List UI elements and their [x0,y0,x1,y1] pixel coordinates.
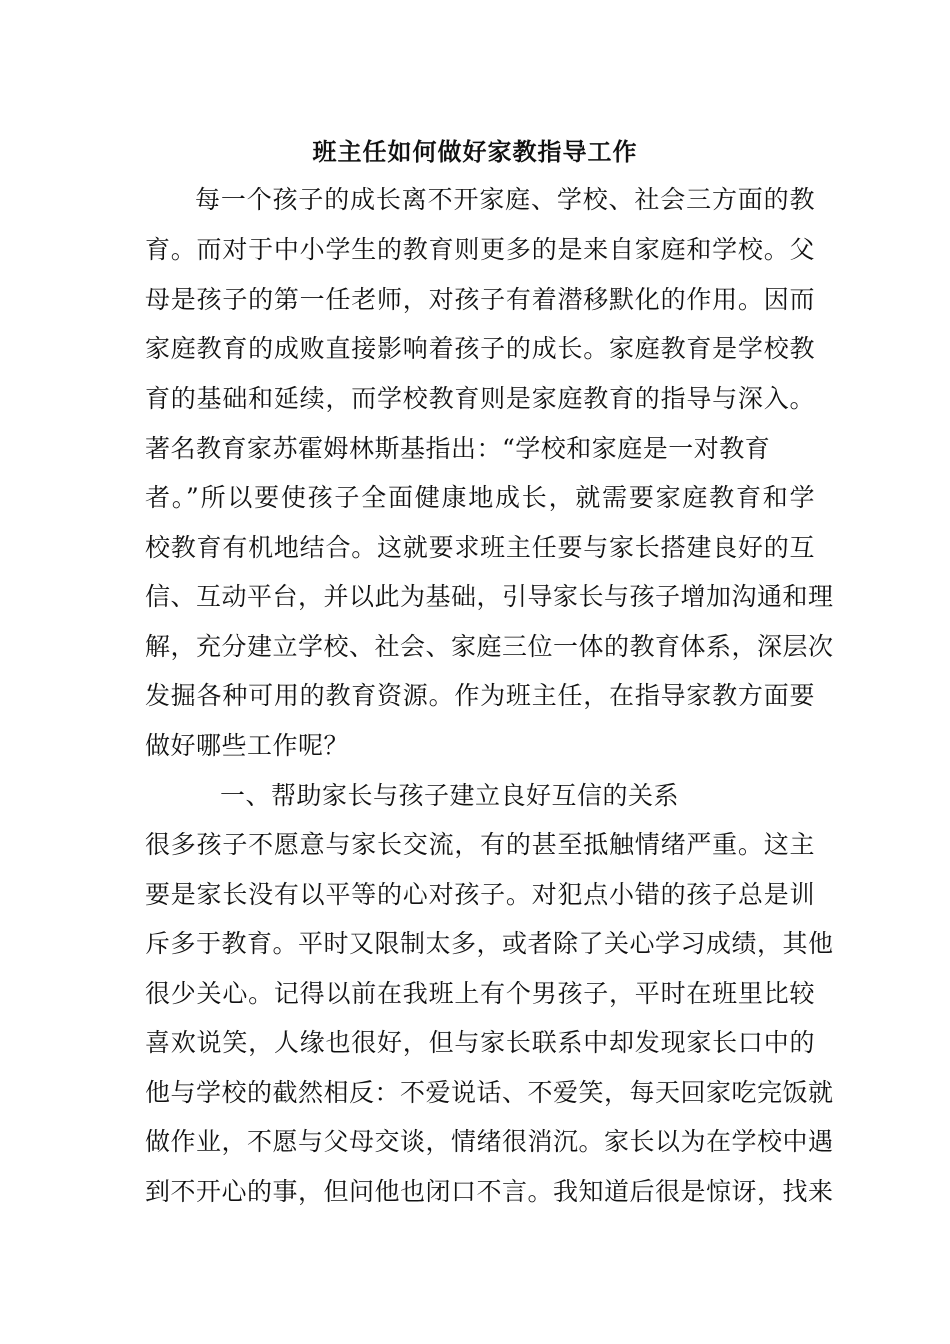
paragraph-line: 信、互动平台，并以此为基础，引导家长与孩子增加沟通和理 [145,582,834,611]
paragraph-line: 育的基础和延续，而学校教育则是家庭教育的指导与深入。 [145,384,815,413]
paragraph-line: 母是孩子的第一任老师，对孩子有着潜移默化的作用。因而 [145,285,815,314]
paragraph-line: 著名教育家苏霍姆林斯基指出：“学校和家庭是一对教育 [145,434,771,463]
paragraph-line: 到不开心的事，但问他也闭口不言。我知道后很是惊讶，找来 [145,1177,834,1206]
paragraph-line: 斥多于教育。平时又限制太多，或者除了关心学习成绩，其他 [145,929,834,958]
paragraph-line: 解，充分建立学校、社会、家庭三位一体的教育体系，深层次 [145,632,834,661]
paragraph-line: 育。而对于中小学生的教育则更多的是来自家庭和学校。父 [145,235,815,264]
paragraph-line: 每一个孩子的成长离不开家庭、学校、社会三方面的教 [195,185,815,214]
paragraph-line: 校教育有机地结合。这就要求班主任要与家长搭建良好的互 [145,533,815,562]
paragraph-line: 他与学校的截然相反：不爱说话、不爱笑，每天回家吃完饭就 [145,1078,834,1107]
document-title: 班主任如何做好家教指导工作 [312,137,638,166]
paragraph-line: 很少关心。记得以前在我班上有个男孩子，平时在班里比较 [145,979,815,1008]
paragraph-line: 很多孩子不愿意与家长交流，有的甚至抵触情绪严重。这主 [145,830,815,859]
paragraph-line: 做作业，不愿与父母交谈，情绪很消沉。家长以为在学校中遇 [145,1127,834,1156]
paragraph-line: 发掘各种可用的教育资源。作为班主任，在指导家教方面要 [145,681,815,710]
section-heading: 一、帮助家长与孩子建立良好互信的关系 [220,781,680,810]
paragraph-line: 喜欢说笑，人缘也很好，但与家长联系中却发现家长口中的 [145,1028,815,1057]
paragraph-line: 者。”所以要使孩子全面健康地成长，就需要家庭教育和学 [145,483,815,512]
paragraph-line: 要是家长没有以平等的心对孩子。对犯点小错的孩子总是训 [145,880,815,909]
paragraph-line: 做好哪些工作呢？ [145,731,350,760]
paragraph-line: 家庭教育的成败直接影响着孩子的成长。家庭教育是学校教 [145,334,815,363]
